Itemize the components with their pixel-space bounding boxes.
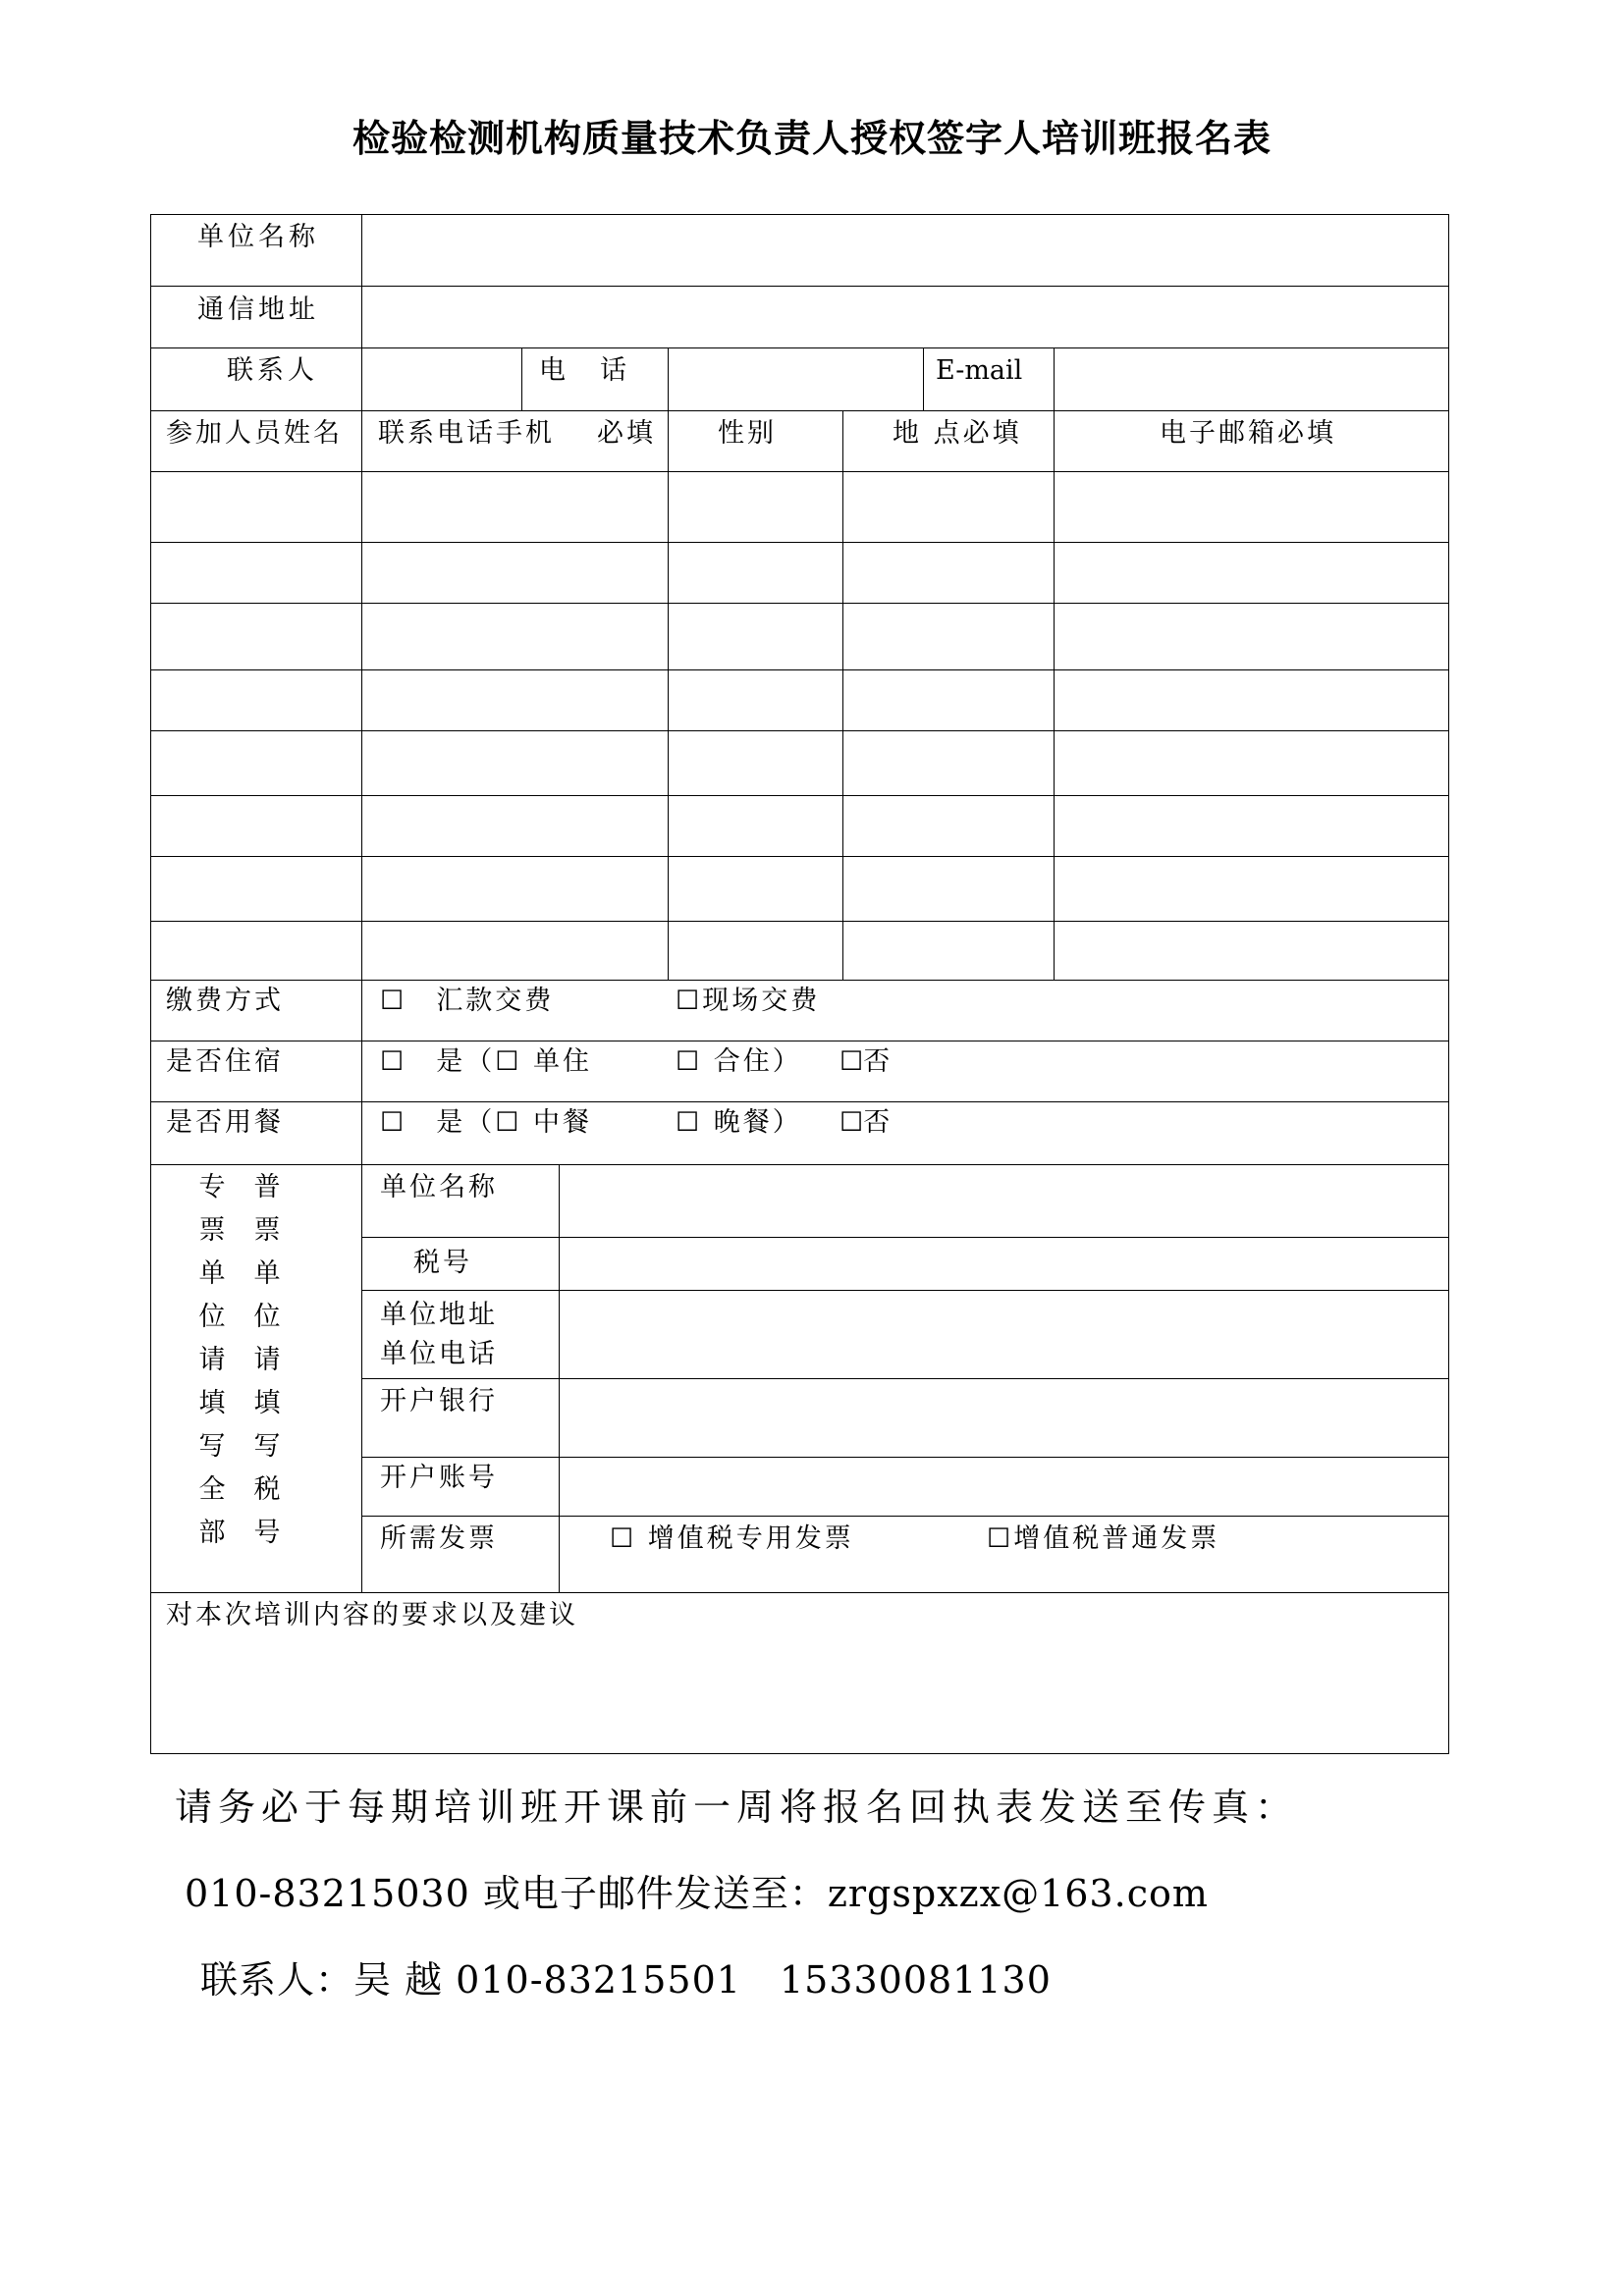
lodging-shared-checkbox[interactable]: ☐ 合住）: [676, 1046, 802, 1077]
table-border-right: [1448, 214, 1449, 1754]
meals-yes-lunch-checkbox[interactable]: ☐ 是（☐ 中餐: [380, 1107, 592, 1138]
location-header: 地 点必填: [893, 418, 1022, 449]
invoice-unit-name-field[interactable]: [560, 1165, 1448, 1237]
row-line: [150, 921, 1449, 922]
row-line: [150, 603, 1449, 604]
row-line: [150, 410, 1449, 411]
mobile-header: 联系电话手机: [378, 418, 555, 449]
row-line: [150, 542, 1449, 543]
vat-normal-invoice-checkbox[interactable]: ☐增值税普通发票: [987, 1523, 1220, 1554]
invoice-unit-name-label: 单位名称: [380, 1172, 498, 1202]
invoice-unit-address-label: 单位地址: [380, 1300, 498, 1330]
meals-no-checkbox[interactable]: ☐否: [839, 1107, 891, 1138]
invoice-side-note-normal: 普 票 单 位 请 填 写 税 号: [253, 1172, 281, 1548]
invoice-tax-no-label: 税号: [413, 1248, 472, 1278]
payment-remittance-checkbox[interactable]: ☐ 汇款交费: [380, 986, 555, 1016]
row-line: [150, 856, 1449, 857]
invoice-account-label: 开户账号: [380, 1463, 498, 1493]
address-field[interactable]: [362, 287, 1448, 347]
invoice-row-line: [361, 1516, 1449, 1517]
footer-contact: 联系人：吴 越 010-83215501 15330081130: [200, 1958, 1052, 2002]
email-label: E-mail: [936, 355, 1023, 386]
mobile-required-header: 必填: [597, 418, 656, 449]
row-line: [150, 471, 1449, 472]
meals-label: 是否用餐: [166, 1107, 284, 1138]
invoice-type-label: 所需发票: [380, 1523, 498, 1554]
payment-label: 缴费方式: [166, 986, 284, 1016]
invoice-bank-field[interactable]: [560, 1379, 1448, 1457]
row-line: [150, 730, 1449, 731]
row-line: [150, 1101, 1449, 1102]
row-line: [150, 795, 1449, 796]
form-title: 检验检测机构质量技术负责人授权签字人培训班报名表: [352, 117, 1272, 160]
lodging-no-checkbox[interactable]: ☐否: [839, 1046, 891, 1077]
invoice-unit-phone-label: 单位电话: [380, 1339, 498, 1369]
column-line: [842, 410, 843, 980]
phone-field[interactable]: [669, 348, 923, 410]
column-line: [923, 347, 924, 410]
suggestions-label: 对本次培训内容的要求以及建议: [166, 1600, 578, 1630]
footer-instruction: 请务必于每期培训班开课前一周将报名回执表发送至传真：: [175, 1786, 1299, 1829]
invoice-tax-no-field[interactable]: [560, 1238, 1448, 1290]
invoice-bank-label: 开户银行: [380, 1386, 498, 1416]
label-column-line: [361, 214, 362, 1592]
column-line: [668, 347, 669, 980]
column-line: [521, 347, 522, 410]
vat-special-invoice-checkbox[interactable]: ☐ 增值税专用发票: [610, 1523, 854, 1554]
footer-fax-email: 010-83215030 或电子邮件发送至：zrgspxzx@163.com: [185, 1872, 1209, 1915]
column-line: [1054, 347, 1055, 980]
registration-form-table: [150, 214, 1449, 1755]
row-line: [150, 980, 1449, 981]
lodging-label: 是否住宿: [166, 1046, 284, 1077]
invoice-account-field[interactable]: [560, 1458, 1448, 1516]
email-field[interactable]: [1055, 348, 1448, 410]
unit-name-label: 单位名称: [197, 222, 319, 252]
contact-field[interactable]: [362, 348, 521, 410]
participant-email-header: 电子邮箱必填: [1160, 418, 1336, 449]
gender-header: 性别: [718, 418, 777, 449]
payment-onsite-checkbox[interactable]: ☐现场交费: [676, 986, 821, 1016]
unit-name-field[interactable]: [362, 215, 1448, 286]
lodging-yes-single-checkbox[interactable]: ☐ 是（☐ 单住: [380, 1046, 592, 1077]
suggestions-field[interactable]: [151, 1633, 1448, 1753]
invoice-address-phone-field[interactable]: [560, 1291, 1448, 1378]
invoice-side-note-special: 专 票 单 位 请 填 写 全 部: [198, 1172, 226, 1548]
phone-label: 电 话: [539, 355, 630, 386]
contact-label: 联系人: [227, 355, 318, 386]
meals-dinner-checkbox[interactable]: ☐ 晚餐）: [676, 1107, 802, 1138]
row-line: [150, 669, 1449, 670]
table-border-left: [150, 214, 151, 1754]
address-label: 通信地址: [197, 294, 319, 325]
participant-name-header: 参加人员姓名: [166, 418, 343, 449]
row-line: [150, 1592, 1449, 1593]
table-border-bottom: [150, 1753, 1449, 1754]
